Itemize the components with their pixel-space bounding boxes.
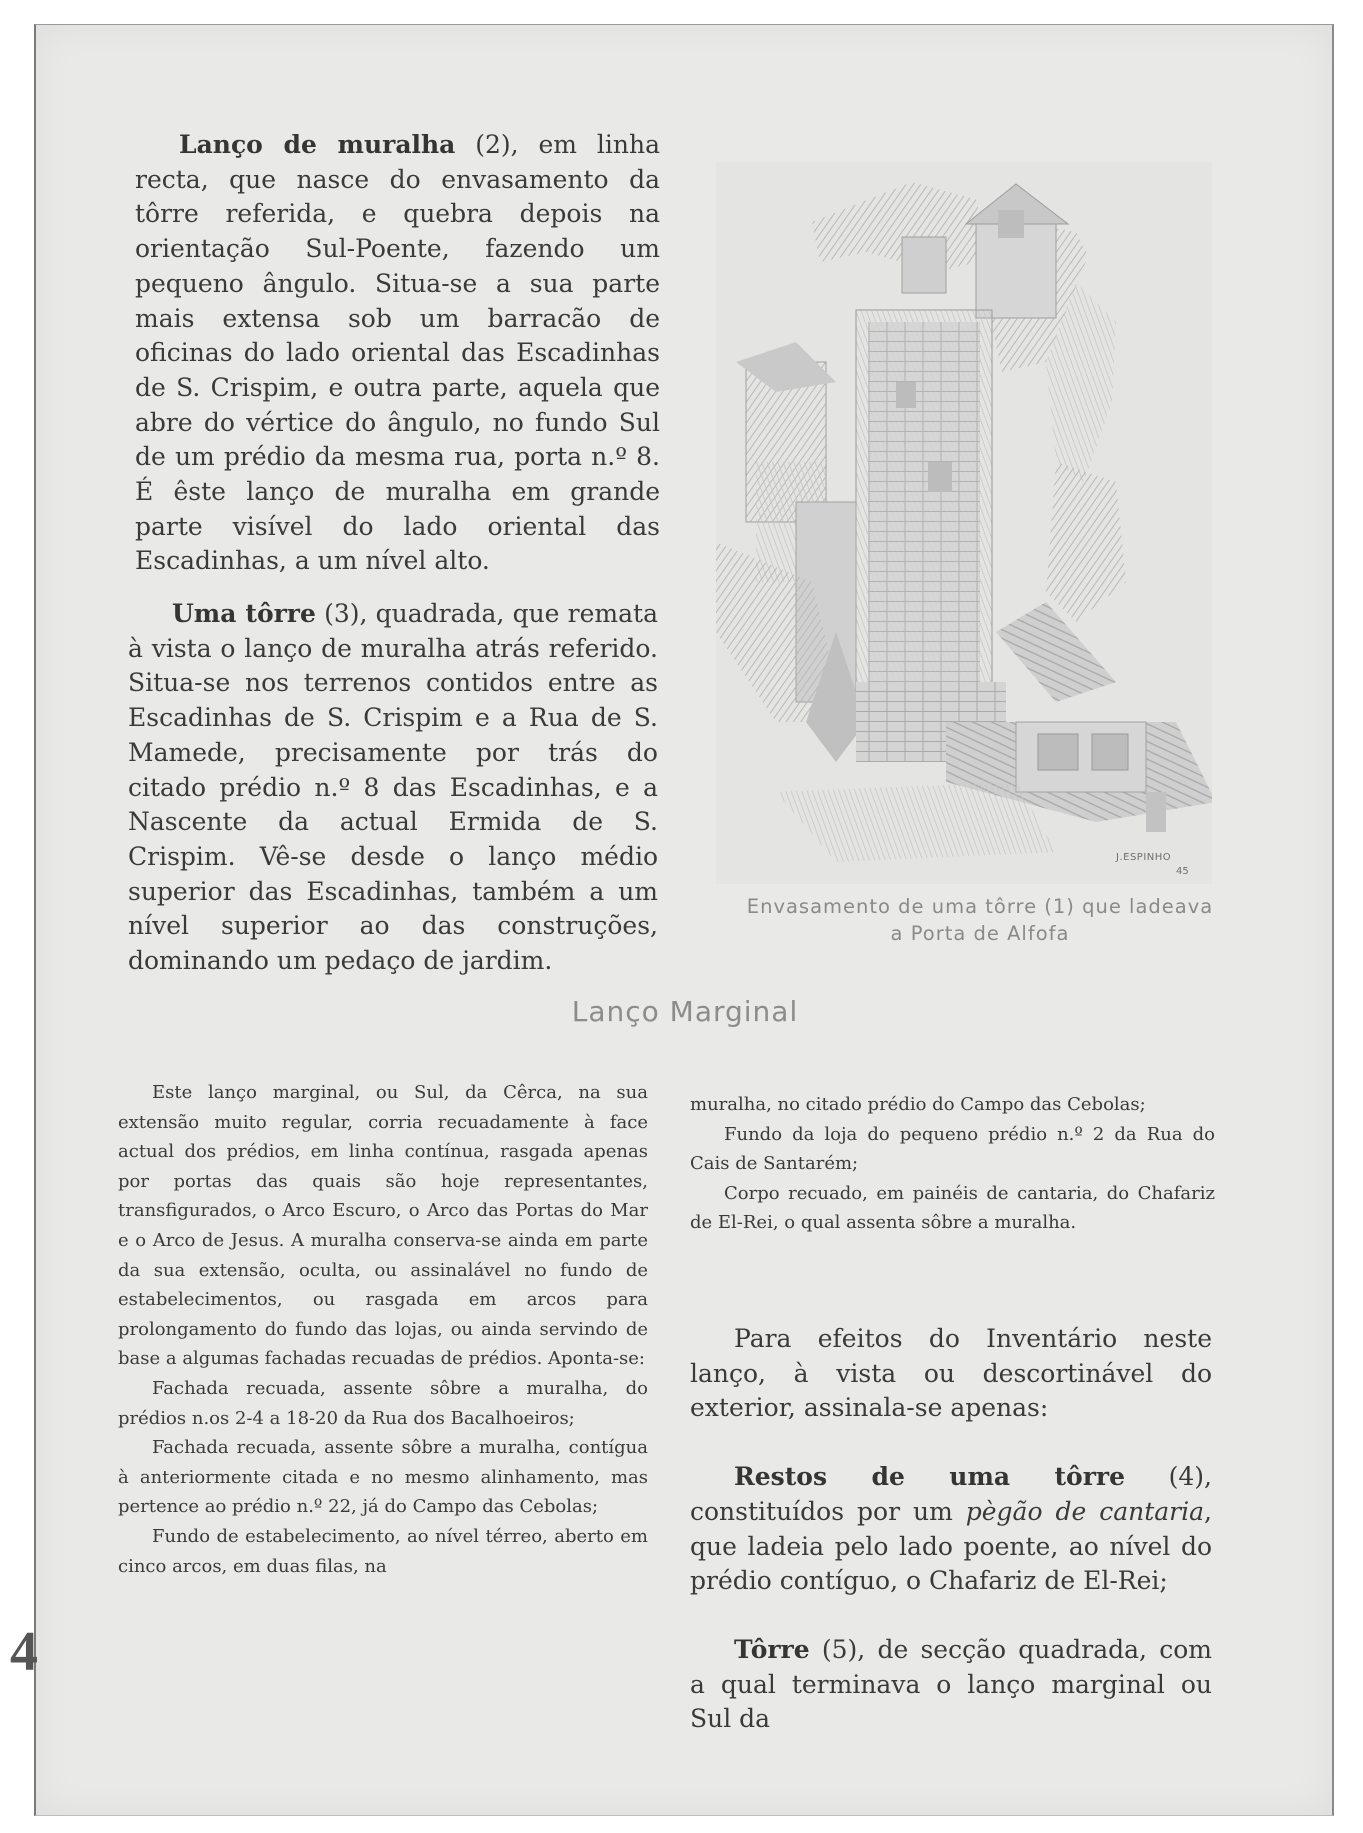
list-item: Corpo recuado, em painéis de cantaria, do Chafariz de El-Rei, o qual assenta sôbre a muralha. [690,1182,1215,1234]
section-heading: Lanço Marginal [571,995,799,1028]
paragraph-lead: Uma tôrre [172,599,316,628]
paragraph-text: (3), quadrada, que remata à vista o lanço de muralha atrás referido. Situa-se nos terrenos contidos entre as Escadinhas de S. Crispim e a Rua de S. Mamede, precisamente por trás do citado prédio n.º 8 das Escadinhas, e a Nascente da actual Ermida de S. Crispim. Vê-se desde o lanço médio superior das Escadinhas, também a um nível superior ao das construções, dominando um pedaço de jardim. [128,599,658,976]
tower-illustration [716,162,1212,884]
bottom-right-column [690,1322,1212,1737]
paragraph-text: (5), de secção quadrada, com a qual terminava o lanço marginal ou Sul da [690,1634,1212,1734]
tower-sketch-drawing [716,162,1212,884]
paragraph-text: , que ladeia pelo lado poente, ao nível do prédio contíguo, o Chafariz de El-Rei; [690,1496,1212,1596]
paragraph-lead: Lanço de muralha [179,130,456,159]
artist-signature-year: 45 [1176,866,1189,877]
list-item: Fundo da loja do pequeno prédio n.º 2 da Rua do Cais de Santarém; [690,1123,1215,1175]
bottom-left-column [118,1078,648,1581]
top-left-column [135,128,660,579]
paragraph-lanco-muralha [135,128,660,579]
top-left-column-2 [128,597,658,979]
bottom-right-column-list [690,1090,1215,1238]
page-number: 4 [10,1621,38,1683]
paragraph-italic: pègão de cantaria [965,1496,1205,1526]
paragraph-inventory: Para efeitos do Inventário neste lanço, à vista ou descortinável do exterior, assinala-se apenas: [690,1324,1212,1423]
list-item: Fachada recuada, assente sôbre a muralha, contígua à anteriormente citada e no mesmo alinhamento, mas pertence ao prédio n.º 22, já do Campo das Cebolas; [118,1437,648,1518]
figure-caption [730,893,1230,947]
paragraph-lead: Restos de uma tôrre [734,1462,1125,1492]
paragraph-text: (2), em linha recta, que nasce do envasamento da tôrre referida, e quebra depois na orientação Sul-Poente, fazendo um pequeno ângulo. Situa-se a sua parte mais extensa sob um barracão de oficinas do lado oriental das Escadinhas de S. Crispim, e outra parte, aquela que abre do vértice do ângulo, no fundo Sul de um prédio da mesma rua, porta n.º 8. É êste lanço de muralha em grande parte visível do lado oriental das Escadinhas, a um nível alto. [135,130,660,576]
marginal-intro: Este lanço marginal, ou Sul, da Cêrca, na sua extensão muito regular, corria recuadamente à face actual dos prédios, em linha contínua, rasgada apenas por portas das quais são hoje representantes, transfigurados, o Arco Escuro, o Arco das Portas do Mar e o Arco de Jesus. A muralha conserva-se ainda em parte da sua extensão, oculta, ou assinalável no fundo de estabelecimentos, ou rasgada em arcos para prolongamento do fundo das lojas, ou ainda servindo de base a algumas fachadas recuadas de prédios. Aponta-se: [118,1082,648,1370]
artist-signature: J.ESPINHO [1116,852,1172,863]
paragraph-lead: Tôrre [734,1634,810,1664]
figure-caption-line1: Envasamento de uma tôrre (1) que ladeava [746,895,1214,918]
paragraph-torre-5 [690,1633,1212,1737]
list-item: Fundo de estabelecimento, ao nível térreo, aberto em cinco arcos, em duas filas, na [118,1525,648,1577]
paragraph-text: (4), constituídos por um [690,1462,1212,1526]
paragraph-uma-torre [128,597,658,979]
figure-caption-line2: a Porta de Alfofa [890,922,1070,945]
list-item: Fachada recuada, assente sôbre a muralha, do prédios n.os 2-4 a 18-20 da Rua dos Bacalhoeiros; [118,1377,648,1429]
list-item-continued: muralha, no citado prédio do Campo das Cebolas; [690,1094,1146,1115]
paragraph-restos-torre [690,1460,1212,1599]
